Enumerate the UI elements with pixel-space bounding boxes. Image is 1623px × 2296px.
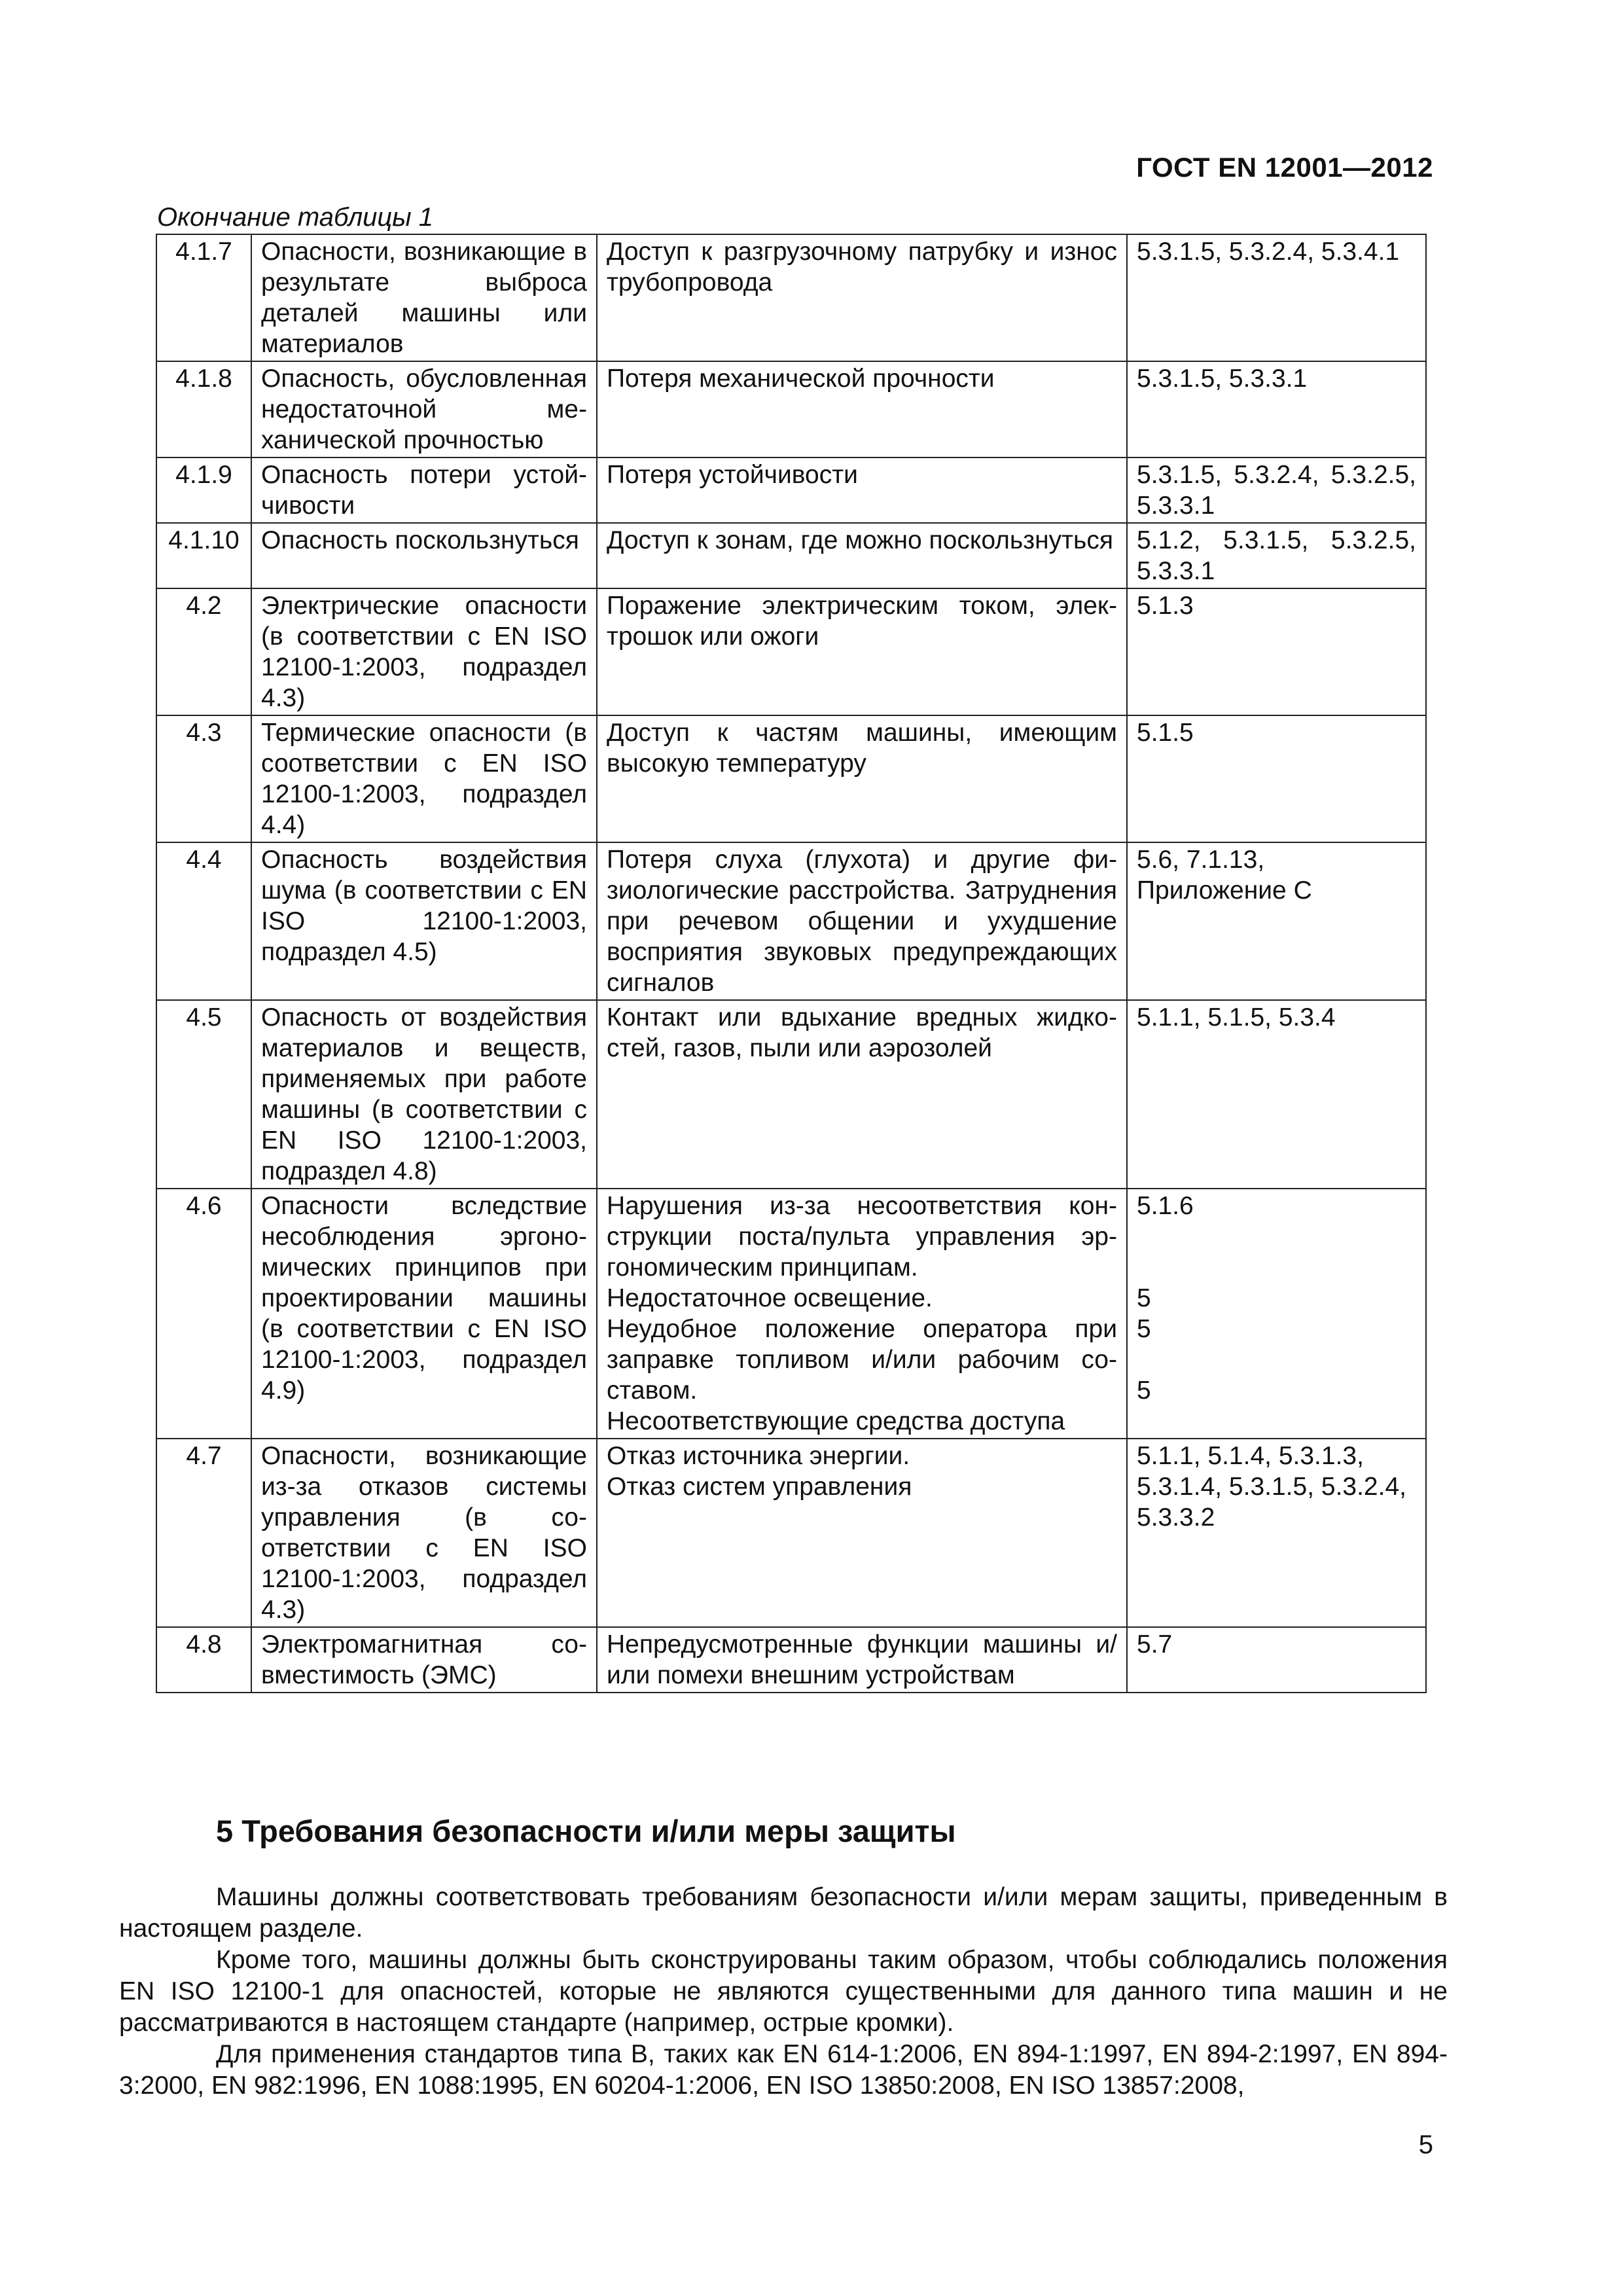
hazard-cell: Термические опасности (в соответствии с EN ISO 12100-1:2003, подраздел 4.4)	[251, 715, 597, 842]
refs-cell: 5.1.2, 5.3.1.5, 5.3.2.5, 5.3.3.1	[1127, 523, 1426, 588]
table-row	[156, 588, 1426, 715]
hazards-table	[156, 234, 1427, 1693]
situation-cell	[597, 1189, 1127, 1439]
situation-cell: Поражение электрическим током, электрошок или ожоги	[597, 588, 1127, 715]
hazard-cell: Опасность потери устойчивости	[251, 457, 597, 523]
table-row	[156, 1189, 1426, 1439]
hazard-cell: Опасность поскользнуться	[251, 523, 597, 588]
situation-cell: Доступ к разгрузочному патрубку и износ трубопровода	[597, 234, 1127, 361]
situation-line: Отказ источника энергии.	[607, 1442, 910, 1470]
paragraph: Машины должны соответствовать требованиям безопасности и/или мерам защиты, приведенным в настоящем разделе.	[119, 1883, 1448, 1943]
refs-cell: 5.3.1.5, 5.3.2.4, 5.3.4.1	[1127, 234, 1426, 361]
row-number: 4.8	[156, 1627, 251, 1693]
row-number: 4.1.7	[156, 234, 251, 361]
refs-cell: 5.3.1.5, 5.3.3.1	[1127, 361, 1426, 457]
situation-cell: Контакт или вдыхание вредных жидкостей, газов, пыли или аэрозолей	[597, 1000, 1127, 1189]
hazard-cell: Опасности, возникающие из-за отказов системы управления (в соответствии с EN ISO 12100-1:2003, подраздел 4.3)	[251, 1439, 597, 1627]
hazard-cell: Опасность от воздействия материалов и веществ, применяемых при работе машины (в соответствии с EN ISO 12100-1:2003, подраздел 4.8)	[251, 1000, 597, 1189]
table-caption: Окончание таблицы 1	[157, 203, 434, 232]
refs-cell: 5.1.5	[1127, 715, 1426, 842]
refs-cell: 5.7	[1127, 1627, 1426, 1693]
row-number: 4.1.8	[156, 361, 251, 457]
ref-part: 5.1.6	[1137, 1192, 1194, 1220]
situation-part: Неудобное положение оператора при заправке топливом и/или рабочим составом.	[607, 1315, 1117, 1405]
document-id: ГОСТ EN 12001—2012	[1136, 152, 1433, 183]
row-number: 4.6	[156, 1189, 251, 1439]
refs-cell: 5.1.1, 5.1.4, 5.3.1.3, 5.3.1.4, 5.3.1.5, 5.3.2.4, 5.3.3.2	[1127, 1439, 1426, 1627]
ref-line: Приложение С	[1137, 876, 1312, 905]
situation-cell: Доступ к зонам, где можно поскользнуться	[597, 523, 1127, 588]
situation-cell: Потеря механической прочности	[597, 361, 1127, 457]
row-number: 4.1.10	[156, 523, 251, 588]
situation-part: Нарушения из-за несоответствия конструкции поста/пульта управления эргономическим принципам.	[607, 1192, 1117, 1282]
hazard-cell: Опасность воздействия шума (в соответствии с EN ISO 12100-1:2003, подраздел 4.5)	[251, 842, 597, 1000]
hazard-cell: Электромагнитная совместимость (ЭМС)	[251, 1627, 597, 1693]
table-row	[156, 457, 1426, 523]
row-number: 4.5	[156, 1000, 251, 1189]
hazard-cell: Опасность, обусловленная недостаточной механической прочностью	[251, 361, 597, 457]
ref-part: 5	[1137, 1376, 1151, 1405]
table-row	[156, 1627, 1426, 1693]
row-number: 4.1.9	[156, 457, 251, 523]
refs-cell: 5.1.1, 5.1.5, 5.3.4	[1127, 1000, 1426, 1189]
hazard-cell: Электрические опасности (в соответствии с EN ISO 12100-1:2003, подраздел 4.3)	[251, 588, 597, 715]
row-number: 4.7	[156, 1439, 251, 1627]
table-row	[156, 1439, 1426, 1627]
refs-cell: 5.1.3	[1127, 588, 1426, 715]
table-row	[156, 715, 1426, 842]
table-row	[156, 234, 1426, 361]
table-row	[156, 361, 1426, 457]
situation-cell: Непредусмотренные функции машины и/или помехи внешним устройствам	[597, 1627, 1127, 1693]
paragraph: Для применения стандартов типа В, таких как EN 614-1:2006, EN 894-1:1997, EN 894-2:1997, EN 894-3:2000, EN 982:1996, EN 1088:1995, EN 60204-1:2006, EN ISO 13850:2008, EN ISO 13857:2008,	[119, 2040, 1448, 2100]
row-number: 4.2	[156, 588, 251, 715]
row-number: 4.4	[156, 842, 251, 1000]
ref-part: 5	[1137, 1284, 1151, 1312]
situation-cell	[597, 1439, 1127, 1627]
ref-part: 5	[1137, 1315, 1151, 1343]
refs-cell	[1127, 842, 1426, 1000]
ref-line: 5.6, 7.1.13,	[1137, 846, 1265, 874]
refs-cell	[1127, 1189, 1426, 1439]
situation-cell: Потеря устойчивости	[597, 457, 1127, 523]
situation-part: Недостаточное освещение.	[607, 1284, 933, 1312]
situation-cell: Доступ к частям машины, имеющим высокую температуру	[597, 715, 1127, 842]
paragraph: Кроме того, машины должны быть сконструированы таким образом, чтобы соблюдались положения EN ISO 12100-1 для опасностей, которые не являются существенными для данного типа машин и не рассматриваются в настоящем стандарте (например, острые кромки).	[119, 1946, 1448, 2037]
section-title: 5 Требования безопасности и/или меры защиты	[216, 1814, 956, 1848]
section-body	[119, 1882, 1448, 2102]
page-number: 5	[1418, 2130, 1433, 2159]
hazard-cell: Опасности, возникающие в результате выброса деталей машины или материалов	[251, 234, 597, 361]
table-row	[156, 842, 1426, 1000]
row-number: 4.3	[156, 715, 251, 842]
table-row	[156, 1000, 1426, 1189]
refs-cell: 5.3.1.5, 5.3.2.4, 5.3.2.5, 5.3.3.1	[1127, 457, 1426, 523]
hazard-cell: Опасности вследствие несоблюдения эргономических принципов при проектировании машины (в соответствии с EN ISO 12100-1:2003, подраздел 4.9)	[251, 1189, 597, 1439]
situation-part: Несоответствующие средства доступа	[607, 1407, 1065, 1435]
situation-cell: Потеря слуха (глухота) и другие физиологические расстройства. Затруднения при речевом общении и ухудшение восприятия звуковых предупреждающих сигналов	[597, 842, 1127, 1000]
table-row	[156, 523, 1426, 588]
situation-line: Отказ систем управления	[607, 1473, 912, 1501]
